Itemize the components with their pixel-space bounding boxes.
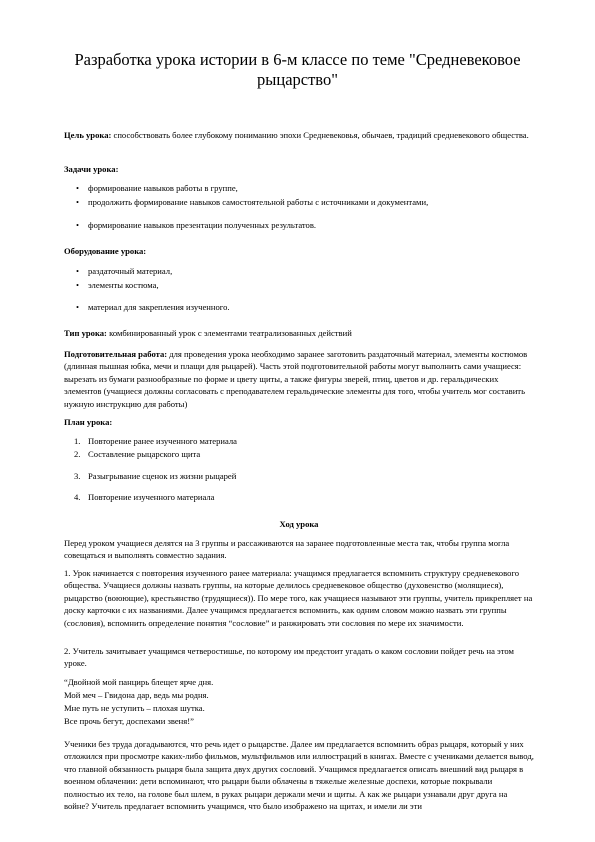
body-paragraph: 2. Учитель зачитывает учащимся четверостишье, по которому им предстоит угадать о каком сословии пойдет речь на этом уроке.	[64, 646, 514, 669]
poem-line: Мой меч – Гвидона дар, ведь мы родня.	[64, 690, 209, 700]
body-paragraph: Перед уроком учащиеся делятся на 3 группы и рассаживаются на заранее подготовленные места так, чтобы группа могла совещаться и выполнять совместно задания.	[64, 538, 510, 561]
bullet-icon: •	[76, 220, 80, 230]
section-heading: Ход урока	[279, 519, 319, 529]
body-paragraph: 1. Урок начинается с повторения изученного ранее материала: учащимся предлагается вспомнить структуру средневекового общества. Учащиеся должны назвать группы, на которые делилось средневековое общество (духовенство (молящиеся), рыцарство (воюющие), крестьянство (трудящиеся)). По мере того, как учащиеся называют эти группы, учитель прикрепляет на доску карточки с их названиями. Далее учащимся предлагается вспомнить, как одним словом можно назвать эти группы (сословия), вспомнить определение понятия “сословие” и ранжировать эти сословия по мере их значимости.	[64, 568, 533, 628]
goal-text: способствовать более глубокому пониманию эпохи Средневековья, обычаев, традиций средневекового общества.	[111, 130, 529, 140]
equipment-heading: Оборудование урока:	[64, 246, 147, 256]
bullet-icon: •	[76, 280, 80, 290]
bullet-icon: •	[76, 197, 80, 207]
prep-text: для проведения урока необходимо заранее заготовить раздаточный материал, элементы костюмов (длинная пышная юбка, мечи и плащи для рыцарей). Часть этой подготовительной работы могут выполнить сами учащиеся: вырезать из бумаги разнообразные по форме и цвету щиты, а также фигуры зверей, птиц, цветов и др. геральдических элементов (учащиеся должны согласовать с преподавателем геральдические элементы для того, чтобы учитель мог составить нужную инструкцию для работы)	[64, 349, 528, 409]
goal-paragraph	[64, 129, 534, 141]
tasks-heading: Задачи урока:	[64, 164, 119, 174]
document-page: Разработка урока истории в 6-м классе по теме "Средневековое рыцарство" Цель урока: способствовать более глубокому пониманию эпохи Средневековья, обычаев, традиций средневекового общества. Задачи урока: • формирование навыков работы в группе, • продолжить формирование навыков самостоятельной работы с источниками и документами, • формирование навыков презентации полученных результатов. Оборудование урока: • раздаточный материал, • элементы костюма, • материал для закрепления изученного. Тип урока: комбинированный урок с элементами театрализованных действий Подготовительная работа: для проведения урока необходимо заранее заготовить раздаточный материал, элементы костюмов (длинная пышная юбка, мечи и плащи для рыцарей). Часть этой подготовительной работы могут выполнить сами учащиеся: вырезать из бумаги разнообразные по форме и цвету щиты, а также фигуры зверей, птиц, цветов и др. геральдических элементов (учащиеся должны согласовать с преподавателем геральдические элементы для того, чтобы учитель мог составить нужную инструкцию для работы) План урока: 1. Повторение ранее изученного материала 2. Составление рыцарского щита 3. Разыгрывание сценок из жизни рыцарей 4. Повторение изученного материала Ход урока Перед уроком учащиеся делятся на 3 группы и рассаживаются на заранее подготовленные места так, чтобы группа могла совещаться и выполнять совместно задания. 1. Урок начинается с повторения изученного ранее материала: учащимся предлагается вспомнить структуру средневекового общества. Учащиеся должны назвать группы, на которые делилось средневековое общество (духовенство (молящиеся), рыцарство (воюющие), крестьянство (трудящиеся)). По мере того, как учащиеся называют эти группы, учитель прикрепляет на доску карточки с их названиями. Далее учащимся предлагается вспомнить, как одним словом можно назвать эти группы (сословия), вспомнить определение понятия “сословие” и ранжировать эти сословия по мере их значимости. 2. Учитель зачитывает учащимся четверостишье, по которому им предстоит угадать о каком сословии пойдет речь на этом уроке. “Двойной мой панцирь блещет ярче дня. Мой меч – Гвидона дар, ведь мы родня. Мне путь не уступить – плохая шутка. Все прочь бегут, доспехами звеня!” Ученики без труда догадываются, что речь идет о рыцарстве. Далее им предлагается вспомнить образ рыцаря, который у них отложился при просмотре каких-либо фильмов, мультфильмов или иллюстраций в книгах. Вместе с учениками делается вывод, что главной обязанность рыцаря была защита двух других сословий. Учащимся предлагается описать внешний вид рыцаря в военном облачении: дети вспоминают, что рыцари были облачены в тяжелые железные доспехи, которые покрывали полностью их тело, на голове был шлем, в руках рыцари держали мечи и щиты. А как же рыцари узнавали друг друга на войне? Учитель предлагает вспомнить учащимся, что было изображено на щитах, и имели ли эти	[0, 0, 595, 842]
bullet-icon: •	[76, 183, 80, 193]
poem-line: “Двойной мой панцирь блещет ярче дня.	[64, 677, 214, 687]
poem-line: Все прочь бегут, доспехами звеня!”	[64, 716, 194, 726]
bullet-icon: •	[76, 302, 80, 312]
goal-label: Цель урока:	[64, 130, 112, 140]
lesson-type-paragraph	[64, 327, 534, 339]
body-paragraph: Ученики без труда догадываются, что речь идет о рыцарстве. Далее им предлагается вспомнить образ рыцаря, который у них отложился при просмотре каких-либо фильмов, мультфильмов или иллюстраций в книгах. Вместе с учениками делается вывод, что главной обязанность рыцаря была защита двух других сословий. Учащимся предлагается описать внешний вид рыцаря в военном облачении: дети вспоминают, что рыцари были облачены в тяжелые железные доспехи, которые покрывали полностью их тело, на голове был шлем, в руках рыцари держали мечи и щиты. А как же рыцари узнавали друг друга на войне? Учитель предлагает вспомнить учащимся, что было изображено на щитах, и имели ли эти	[64, 739, 534, 812]
poem-line: Мне путь не уступить – плохая шутка.	[64, 703, 205, 713]
lesson-type-text: комбинированный урок с элементами театрализованных действий	[106, 328, 352, 338]
plan-heading: План урока:	[64, 417, 113, 427]
prep-label: Подготовительная работа:	[64, 349, 168, 359]
bullet-icon: •	[76, 266, 80, 276]
prep-paragraph	[64, 348, 534, 410]
lesson-type-label: Тип урока:	[64, 328, 107, 338]
page-title: Разработка урока истории в 6-м классе по теме "Средневековое рыцарство"	[74, 50, 521, 89]
